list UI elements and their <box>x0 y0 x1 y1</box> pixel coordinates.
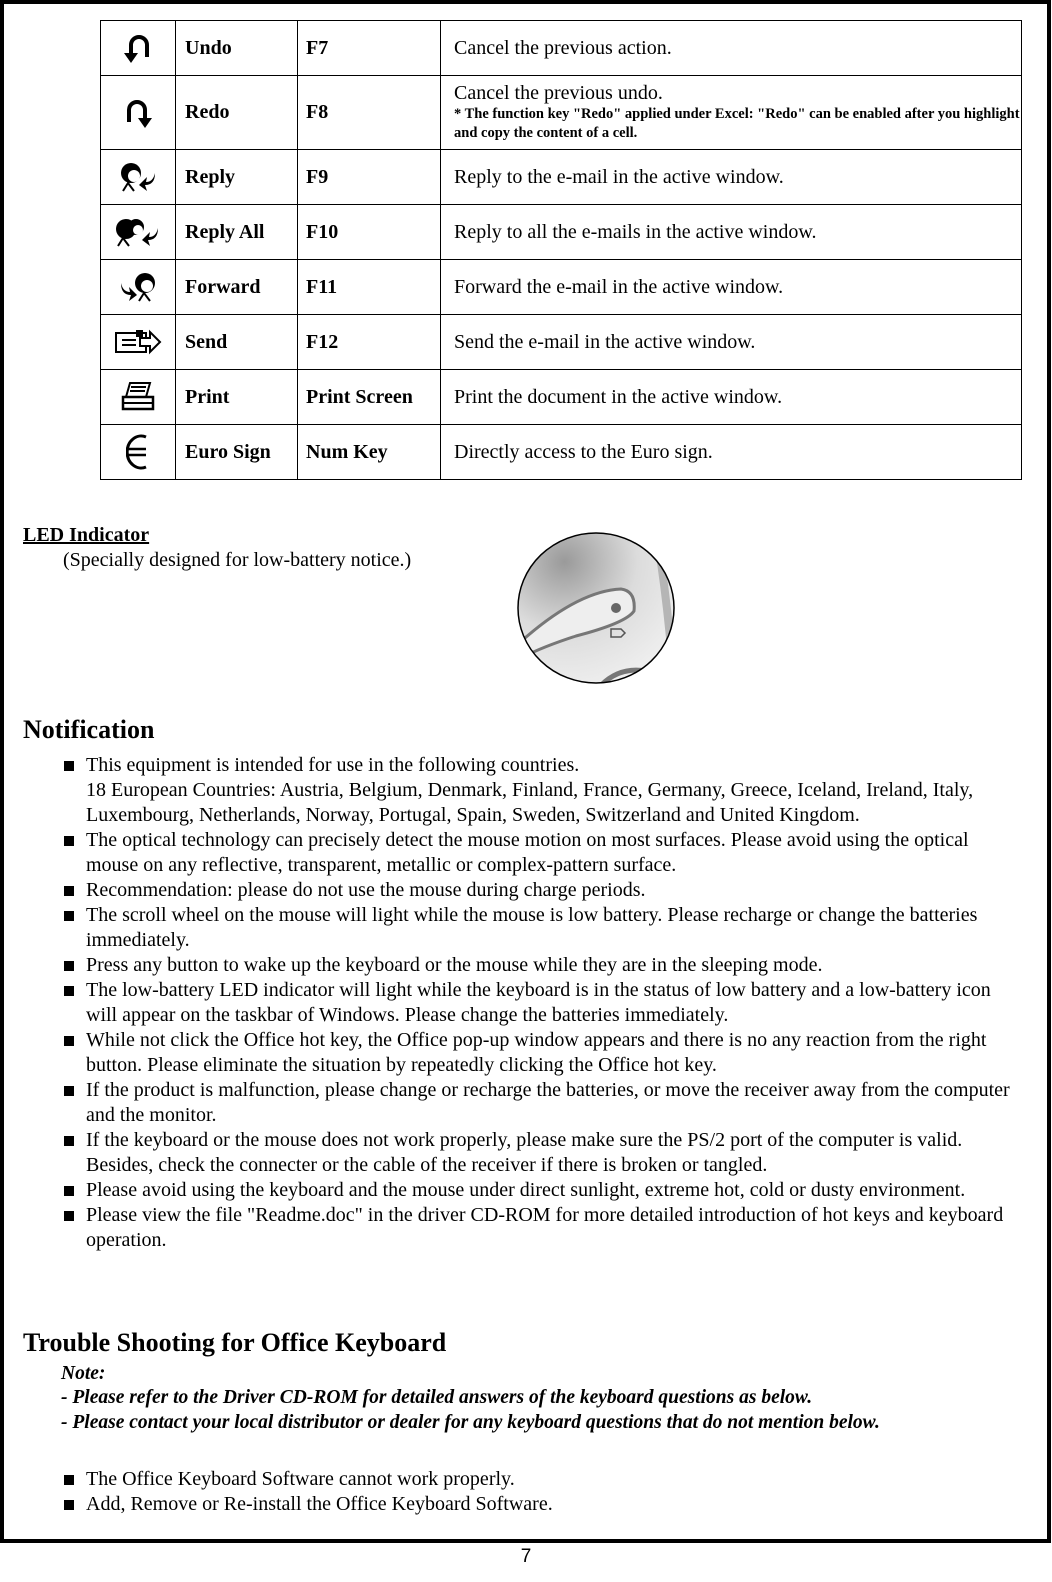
print-icon <box>101 381 175 413</box>
hotkey-name: Send <box>176 315 298 370</box>
hotkey-name: Forward <box>176 260 298 315</box>
hotkey-name: Reply <box>176 150 298 205</box>
hotkey-description: Print the document in the active window. <box>454 385 783 408</box>
hotkey-key: F11 <box>298 260 441 315</box>
table-row <box>101 21 1022 76</box>
table-row <box>101 205 1022 260</box>
list-item: If the product is malfunction, please change or recharge the batteries, or move the receiver away from the computer and the monitor. <box>60 1078 1025 1128</box>
hotkey-description: Cancel the previous undo. <box>454 82 663 104</box>
hotkey-description: Cancel the previous action. <box>454 36 672 59</box>
reply-all-icon <box>101 216 175 248</box>
page-number: 7 <box>520 1546 532 1567</box>
list-item: The optical technology can precisely detect the mouse motion on most surfaces. Please avoid using the optical mouse on any reflective, transparent, metallic or complex-pattern surface. <box>60 828 1025 878</box>
list-item: While not click the Office hot key, the Office pop-up window appears and there is no any reaction from the right button. Please eliminate the situation by repeatedly clicking the Office hot key. <box>60 1028 1025 1078</box>
table-row <box>101 76 1022 150</box>
hotkey-name: Euro Sign <box>176 425 298 480</box>
bullet-square-icon <box>64 1086 74 1096</box>
bullet-square-icon <box>64 1475 74 1485</box>
bullet-square-icon <box>64 911 74 921</box>
led-photo <box>516 531 678 691</box>
hotkey-key: F12 <box>298 315 441 370</box>
notification-list <box>60 753 1025 1253</box>
hotkey-key: F8 <box>298 76 441 150</box>
list-item: Press any button to wake up the keyboard or the mouse while they are in the sleeping mode. <box>60 953 1025 978</box>
table-row <box>101 260 1022 315</box>
hotkey-name: Print <box>176 370 298 425</box>
table-row <box>101 425 1022 480</box>
bullet-square-icon <box>64 1136 74 1146</box>
euro-icon <box>101 433 175 471</box>
bullet-square-icon <box>64 761 74 771</box>
table-row <box>101 370 1022 425</box>
list-item: Recommendation: please do not use the mouse during charge periods. <box>60 878 1025 903</box>
hotkey-description: Forward the e-mail in the active window. <box>454 275 784 298</box>
list-item: Add, Remove or Re-install the Office Keyboard Software. <box>60 1492 1025 1517</box>
hotkey-key: Print Screen <box>298 370 441 425</box>
table-row <box>101 150 1022 205</box>
led-light-icon <box>611 603 621 613</box>
bullet-square-icon <box>64 1211 74 1221</box>
hotkey-note: * The function key "Redo" applied under Excel: "Redo" can be enabled after you highlight and copy the content of a cell. <box>454 106 1020 141</box>
reply-icon <box>101 161 175 193</box>
bullet-square-icon <box>64 836 74 846</box>
hotkey-key: F7 <box>298 21 441 76</box>
hotkey-description: Directly access to the Euro sign. <box>454 440 713 463</box>
led-subtitle: (Specially designed for low-battery notice.) <box>63 549 412 571</box>
bullet-square-icon <box>64 961 74 971</box>
list-item: If the keyboard or the mouse does not work properly, please make sure the PS/2 port of the computer is valid. Besides, check the connecter or the cable of the receiver if there is broken or tangled. <box>60 1128 1025 1178</box>
list-item: The Office Keyboard Software cannot work properly. <box>60 1467 1025 1492</box>
note-label: Note: <box>61 1363 106 1384</box>
list-item: The low-battery LED indicator will light while the keyboard is in the status of low battery and a low-battery icon will appear on the taskbar of Windows. Please change the batteries immediately. <box>60 978 1025 1028</box>
hotkey-key: F10 <box>298 205 441 260</box>
notification-heading: Notification <box>23 715 155 744</box>
bullet-square-icon <box>64 1186 74 1196</box>
list-item: This equipment is intended for use in the following countries. 18 European Countries: Austria, Belgium, Denmark, Finland, France, Germany, Greece, Iceland, Ireland, Italy, Luxembourg, Netherlands, Norway, Portugal, Spain, Sweden, Switzerland and United Kingdom. <box>60 753 1025 828</box>
note-line: - Please refer to the Driver CD-ROM for detailed answers of the keyboard questions as below. <box>61 1387 813 1408</box>
countries-text: 18 European Countries: Austria, Belgium, Denmark, Finland, France, Germany, Greece, Iceland, Ireland, Italy, Luxembourg, Netherlands, Norway, Portugal, Spain, Sweden, Switzerland and United Kingdom. <box>86 779 974 826</box>
forward-icon <box>101 271 175 303</box>
bullet-square-icon <box>64 1036 74 1046</box>
table-row <box>101 315 1022 370</box>
hotkey-key: Num Key <box>298 425 441 480</box>
hotkey-description: Send the e-mail in the active window. <box>454 330 756 353</box>
hotkey-name: Redo <box>176 76 298 150</box>
hotkey-description: Reply to all the e-mails in the active window. <box>454 220 817 243</box>
hotkey-name: Reply All <box>176 205 298 260</box>
led-heading: LED Indicator <box>23 524 150 546</box>
hotkey-table <box>100 20 1022 480</box>
troubleshooting-list <box>60 1467 1025 1517</box>
list-item: The scroll wheel on the mouse will light while the mouse is low battery. Please recharge or change the batteries immediately. <box>60 903 1025 953</box>
hotkey-name: Undo <box>176 21 298 76</box>
hotkey-description: Reply to the e-mail in the active window. <box>454 165 784 188</box>
list-item: Please avoid using the keyboard and the mouse under direct sunlight, extreme hot, cold or dusty environment. <box>60 1178 1025 1203</box>
undo-icon <box>101 31 175 65</box>
send-icon <box>101 328 175 356</box>
bullet-square-icon <box>64 1500 74 1510</box>
bullet-square-icon <box>64 886 74 896</box>
troubleshooting-heading: Trouble Shooting for Office Keyboard <box>23 1328 447 1357</box>
note-line: - Please contact your local distributor or dealer for any keyboard questions that do not mention below. <box>61 1412 880 1433</box>
hotkey-key: F9 <box>298 150 441 205</box>
list-item: Please view the file "Readme.doc" in the driver CD-ROM for more detailed introduction of hot keys and keyboard operation. <box>60 1203 1025 1253</box>
bullet-square-icon <box>64 986 74 996</box>
redo-icon <box>101 96 175 130</box>
